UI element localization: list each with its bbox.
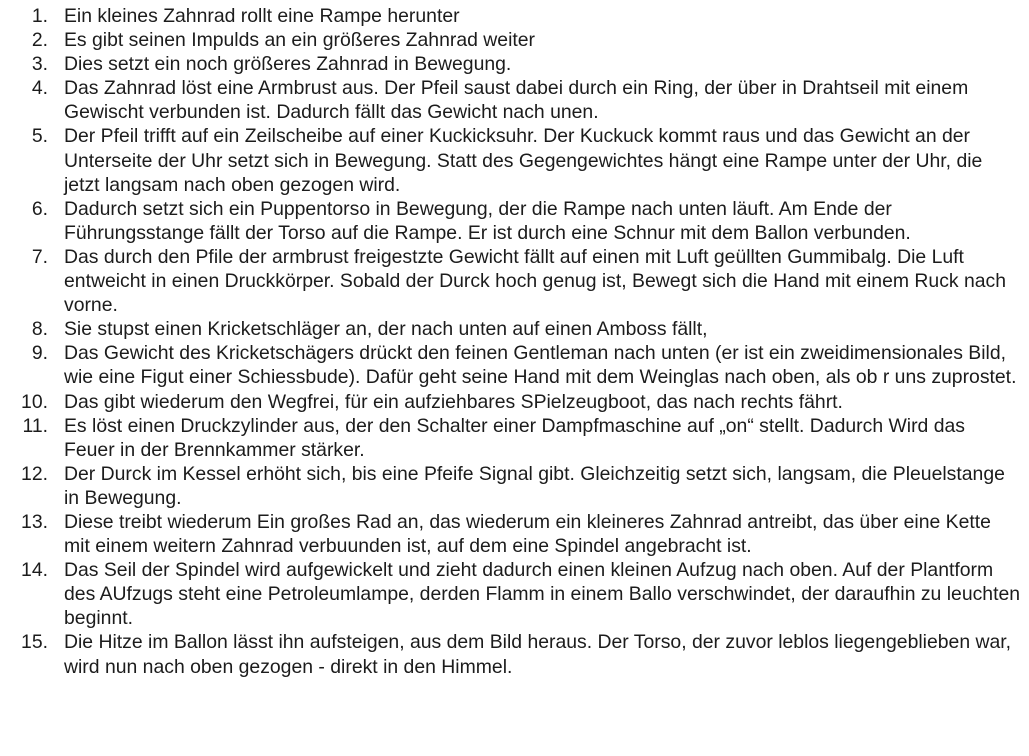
- list-item: [0, 245, 1029, 317]
- item-text: Das Seil der Spindel wird aufgewickelt und zieht dadurch einen kleinen Aufzug nach oben. Auf der Plantform des AUfzugs steht eine Petroleumlampe, derden Flamm in einem Ballo verschwindet, der daraufhin zu leuchten beginnt.: [64, 559, 1021, 630]
- list-item: [0, 630, 1029, 678]
- item-text: Das Zahnrad löst eine Armbrust aus. Der Pfeil saust dabei durch ein Ring, der über in Drahtseil mit einem Gewischt verbunden ist. Dadurch fällt das Gewicht nach unen.: [64, 77, 969, 124]
- list-item: [0, 317, 1029, 341]
- list-item: [0, 197, 1029, 245]
- item-text: Das durch den Pfile der armbrust freigestzte Gewicht fällt auf einen mit Luft geüllten Gummibalg. Die Luft entweicht in einen Druckkörper. Sobald der Durck hoch genug ist, Bewegt sich die Hand mit einem Ruck nach vorne.: [64, 245, 1007, 317]
- item-number: 8.: [31, 318, 48, 341]
- item-text: Das Gewicht des Kricketschägers drückt den feinen Gentleman nach unten (er ist ein zweidimensionales Bild, wie eine Figut einer Schiessbude). Dafür geht seine Hand mit dem Weinglas nach oben, als ob r uns zuprostet.: [64, 342, 1017, 389]
- item-number: 6.: [31, 197, 48, 220]
- item-number: 3.: [31, 53, 48, 76]
- list-item: [0, 52, 1029, 76]
- list-item: [0, 462, 1029, 510]
- item-number: 11.: [22, 414, 48, 437]
- item-text: Die Hitze im Ballon lässt ihn aufsteigen, aus dem Bild heraus. Der Torso, der zuvor leblos liegengeblieben war, wird nun nach oben gezogen - direkt in den Himmel.: [64, 631, 1012, 678]
- list-item: [0, 414, 1029, 462]
- list-item: [0, 558, 1029, 630]
- list-item: [0, 124, 1029, 196]
- item-text: Ein kleines Zahnrad rollt eine Rampe herunter: [64, 5, 460, 27]
- item-text: Der Pfeil trifft auf ein Zeilscheibe auf einer Kuckicksuhr. Der Kuckuck kommt raus und das Gewicht an der Unterseite der Uhr setzt sich in Bewegung. Statt des Gegengewichtes hängt eine Rampe unter der Uhr, die jetzt langsam nach oben gezogen wird.: [64, 125, 983, 196]
- list-item: [0, 76, 1029, 124]
- list-item: [0, 4, 1029, 28]
- item-text: Dies setzt ein noch größeres Zahnrad in Bewegung.: [64, 53, 512, 76]
- item-number: 15.: [21, 631, 48, 654]
- item-text: Diese treibt wiederum Ein großes Rad an, das wiederum ein kleineres Zahnrad antreibt, das über eine Kette mit einem weitern Zahnrad verbuunden ist, auf dem eine Spindel angebracht ist.: [64, 510, 991, 558]
- item-text: Der Durck im Kessel erhöht sich, bis eine Pfeife Signal gibt. Gleichzeitig setzt sich, langsam, die Pleuelstange in Bewegung.: [64, 462, 1005, 509]
- item-number: 14.: [21, 559, 48, 582]
- item-number: 5.: [31, 125, 48, 148]
- list-item: [0, 390, 1029, 414]
- item-text: Sie stupst einen Kricketschläger an, der nach unten auf einen Amboss fällt,: [64, 318, 708, 341]
- item-number: 10.: [21, 390, 48, 413]
- item-number: 7.: [31, 245, 48, 268]
- item-text: Das gibt wiederum den Wegfrei, für ein aufziehbares SPielzeugboot, das nach rechts fährt.: [64, 390, 843, 413]
- numbered-list: [0, 4, 1029, 679]
- item-text: Dadurch setzt sich ein Puppentorso in Bewegung, der die Rampe nach unten läuft. Am Ende der Führungsstange fällt der Torso auf die Rampe. Er ist durch eine Schnur mit dem Ballon verbunden.: [64, 197, 911, 244]
- list-item: [0, 510, 1029, 558]
- list-item: [0, 341, 1029, 389]
- item-number: 4.: [31, 77, 48, 100]
- item-text: Es löst einen Druckzylinder aus, der den Schalter einer Dampfmaschine auf „on“ stellt. Dadurch Wird das Feuer in der Brennkammer stärker.: [64, 414, 965, 461]
- document: [0, 4, 1029, 679]
- list-item: [0, 28, 1029, 52]
- item-text: Es gibt seinen Impulds an ein größeres Zahnrad weiter: [64, 29, 536, 52]
- item-number: 12.: [21, 462, 48, 485]
- item-number: 13.: [21, 510, 48, 533]
- item-number: 2.: [31, 29, 48, 52]
- item-number: 9.: [31, 342, 48, 365]
- item-number: 1.: [31, 5, 48, 27]
